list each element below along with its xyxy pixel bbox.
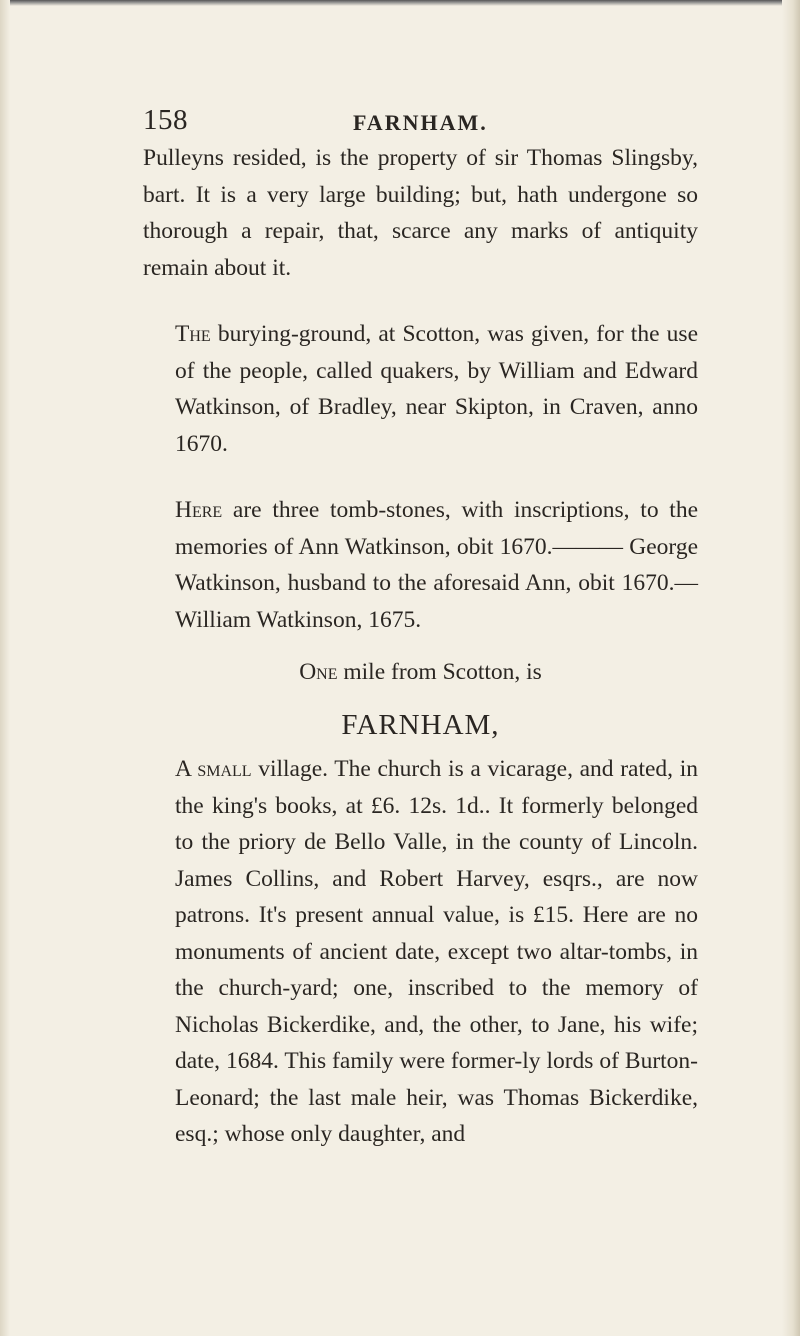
page-header: [143, 104, 693, 144]
paragraph-burying-ground: [143, 316, 698, 462]
paragraph-lead: A small: [175, 756, 252, 782]
page-number: 158: [143, 104, 188, 136]
body-text: [143, 140, 698, 1153]
paragraph-body: mile from Scotton, is: [337, 659, 542, 685]
page-right-edge: [782, 0, 800, 1336]
page-left-edge: [0, 0, 10, 1336]
paragraph-body: burying-ground, at Scotton, was given, for the use of the people, called quakers, by William and Edward Watkinson, of Bradley, near Skipton, in Craven, anno 1670.: [175, 321, 698, 457]
paragraph-body: village. The church is a vicarage, and rated, in the king's books, at £6. 12s. 1d.. It formerly belonged to the priory de Bello Valle, in the county of Lincoln. James Collins, and Robert Harvey, esqrs., are now patrons. It's present annual value, is £15. Here are no monuments of ancient date, except two altar-tombs, in the church-yard; one, inscribed to the memory of Nicholas Bickerdike, and, the other, to Jane, his wife; date, 1684. This family were former-ly lords of Burton-Leonard; the last male heir, was Thomas Bickerdike, esq.; whose only daughter, and: [175, 756, 698, 1147]
paragraph-body: are three tomb-stones, with inscriptions, to the memories of Ann Watkinson, obit 1670.——— George Watkinson, husband to the aforesaid Ann, obit 1670.—William Watkinson, 1675.: [175, 497, 698, 633]
paragraph-tomb-stones: [143, 492, 698, 638]
paragraph-village: [143, 751, 698, 1153]
paragraph-lead: One: [299, 659, 338, 685]
page-top-edge: [0, 0, 800, 6]
paragraph-lead: Here: [175, 497, 223, 523]
paragraph-lead: The: [175, 321, 211, 347]
paragraph-one-mile: [143, 654, 698, 691]
section-heading: FARNHAM,: [341, 708, 500, 741]
running-head: FARNHAM.: [353, 110, 488, 135]
paragraph-pulleyns: Pulleyns resided, is the property of sir Thomas Slingsby, bart. It is a very large building; but, hath undergone so thorough a repair, that, scarce any marks of antiquity remain about it.: [143, 145, 698, 281]
